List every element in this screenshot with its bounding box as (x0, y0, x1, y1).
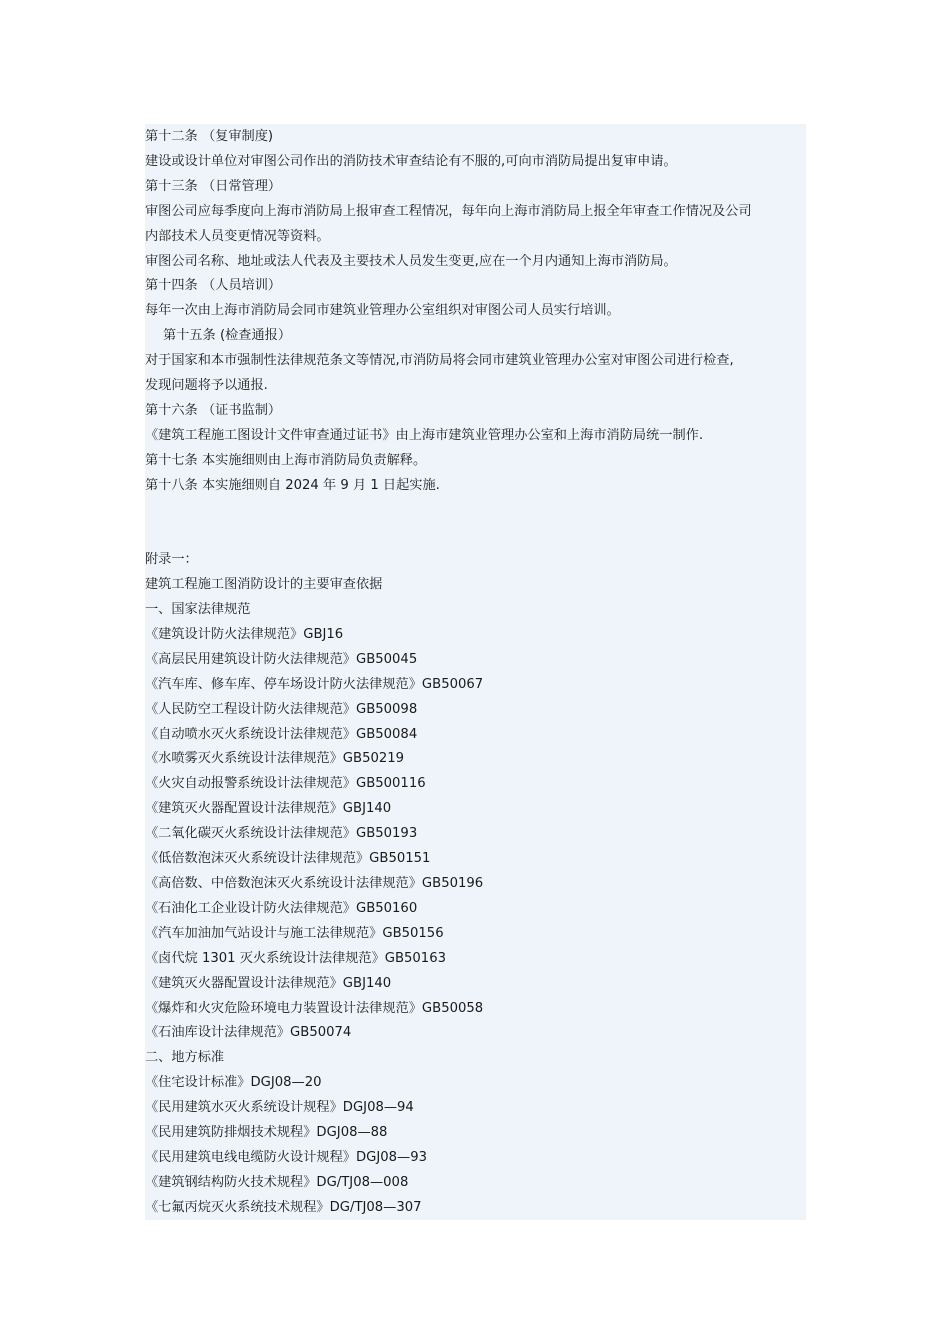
national-standard-item: 《爆炸和火灾危险环境电力装置设计法律规范》GB50058 (145, 1001, 484, 1016)
article-13-body-2: 内部技术人员变更情况等资料。 (145, 229, 330, 244)
article-12-body: 建设或设计单位对审图公司作出的消防技术审查结论有不服的,可向市消防局提出复审申请。 (145, 154, 677, 169)
national-standard-item: 《低倍数泡沫灭火系统设计法律规范》GB50151 (145, 851, 431, 866)
local-standard-item: 《民用建筑水灭火系统设计规程》DGJ08—94 (145, 1100, 414, 1115)
local-standard-item: 《民用建筑电线电缆防火设计规程》DGJ08—93 (145, 1150, 428, 1165)
article-17: 第十七条 本实施细则由上海市消防局负责解释。 (145, 453, 427, 468)
national-standard-item: 《建筑设计防火法律规范》GBJ16 (145, 627, 344, 642)
national-standard-item: 《自动喷水灭火系统设计法律规范》GB50084 (145, 727, 418, 742)
national-standard-item: 《二氧化碳灭火系统设计法律规范》GB50193 (145, 826, 418, 841)
local-standard-item: 《七氟丙烷灭火系统技术规程》DG/TJ08—307 (145, 1200, 422, 1215)
article-13-body-3: 审图公司名称、地址或法人代表及主要技术人员发生变更,应在一个月内通知上海市消防局。 (145, 254, 677, 269)
document-page (145, 124, 806, 1220)
national-standard-item: 《石油库设计法律规范》GB50074 (145, 1025, 352, 1040)
local-standard-item: 《建筑钢结构防火技术规程》DG/TJ08—008 (145, 1175, 409, 1190)
national-standard-item: 《火灾自动报警系统设计法律规范》GB500116 (145, 776, 426, 791)
article-16-body: 《建筑工程施工图设计文件审查通过证书》由上海市建筑业管理办公室和上海市消防局统一制作. (145, 428, 704, 443)
section-local-heading: 二、地方标准 (145, 1050, 225, 1065)
national-standard-item: 《水喷雾灭火系统设计法律规范》GB50219 (145, 751, 405, 766)
national-standard-item: 《汽车库、修车库、停车场设计防火法律规范》GB50067 (145, 677, 484, 692)
national-standard-item: 《人民防空工程设计防火法律规范》GB50098 (145, 702, 418, 717)
national-standard-item: 《高倍数、中倍数泡沫灭火系统设计法律规范》GB50196 (145, 876, 484, 891)
article-14-heading: 第十四条 （人员培训） (145, 278, 282, 293)
appendix-title: 建筑工程施工图消防设计的主要审查依据 (145, 577, 383, 592)
article-15-heading: 第十五条 (检查通报） (163, 328, 292, 343)
national-standard-item: 《高层民用建筑设计防火法律规范》GB50045 (145, 652, 418, 667)
article-18: 第十八条 本实施细则自 2024 年 9 月 1 日起实施. (145, 478, 440, 493)
national-standard-item: 《石油化工企业设计防火法律规范》GB50160 (145, 901, 418, 916)
article-13-heading: 第十三条 （日常管理） (145, 179, 282, 194)
section-national-heading: 一、国家法律规范 (145, 602, 251, 617)
national-standard-item: 《建筑灭火器配置设计法律规范》GBJ140 (145, 976, 392, 991)
national-standard-item: 《建筑灭火器配置设计法律规范》GBJ140 (145, 801, 392, 816)
local-standard-item: 《住宅设计标准》DGJ08—20 (145, 1075, 322, 1090)
article-16-heading: 第十六条 （证书监制） (145, 403, 282, 418)
article-12-heading: 第十二条 （复审制度) (145, 129, 274, 144)
national-standard-item: 《汽车加油加气站设计与施工法律规范》GB50156 (145, 926, 444, 941)
appendix-label: 附录一： (145, 552, 198, 567)
article-13-body-1: 审图公司应每季度向上海市消防局上报审查工程情况，每年向上海市消防局上报全年审查工作情况及公司 (145, 204, 752, 219)
article-15-body-1: 对于国家和本市强制性法律规范条文等情况,市消防局将会同市建筑业管理办公室对审图公司进行检查, (145, 353, 734, 368)
article-15-body-2: 发现问题将予以通报. (145, 378, 268, 393)
local-standard-item: 《民用建筑防排烟技术规程》DGJ08—88 (145, 1125, 388, 1140)
article-14-body: 每年一次由上海市消防局会同市建筑业管理办公室组织对审图公司人员实行培训。 (145, 303, 620, 318)
national-standard-item: 《卤代烷 1301 灭火系统设计法律规范》GB50163 (145, 951, 446, 966)
